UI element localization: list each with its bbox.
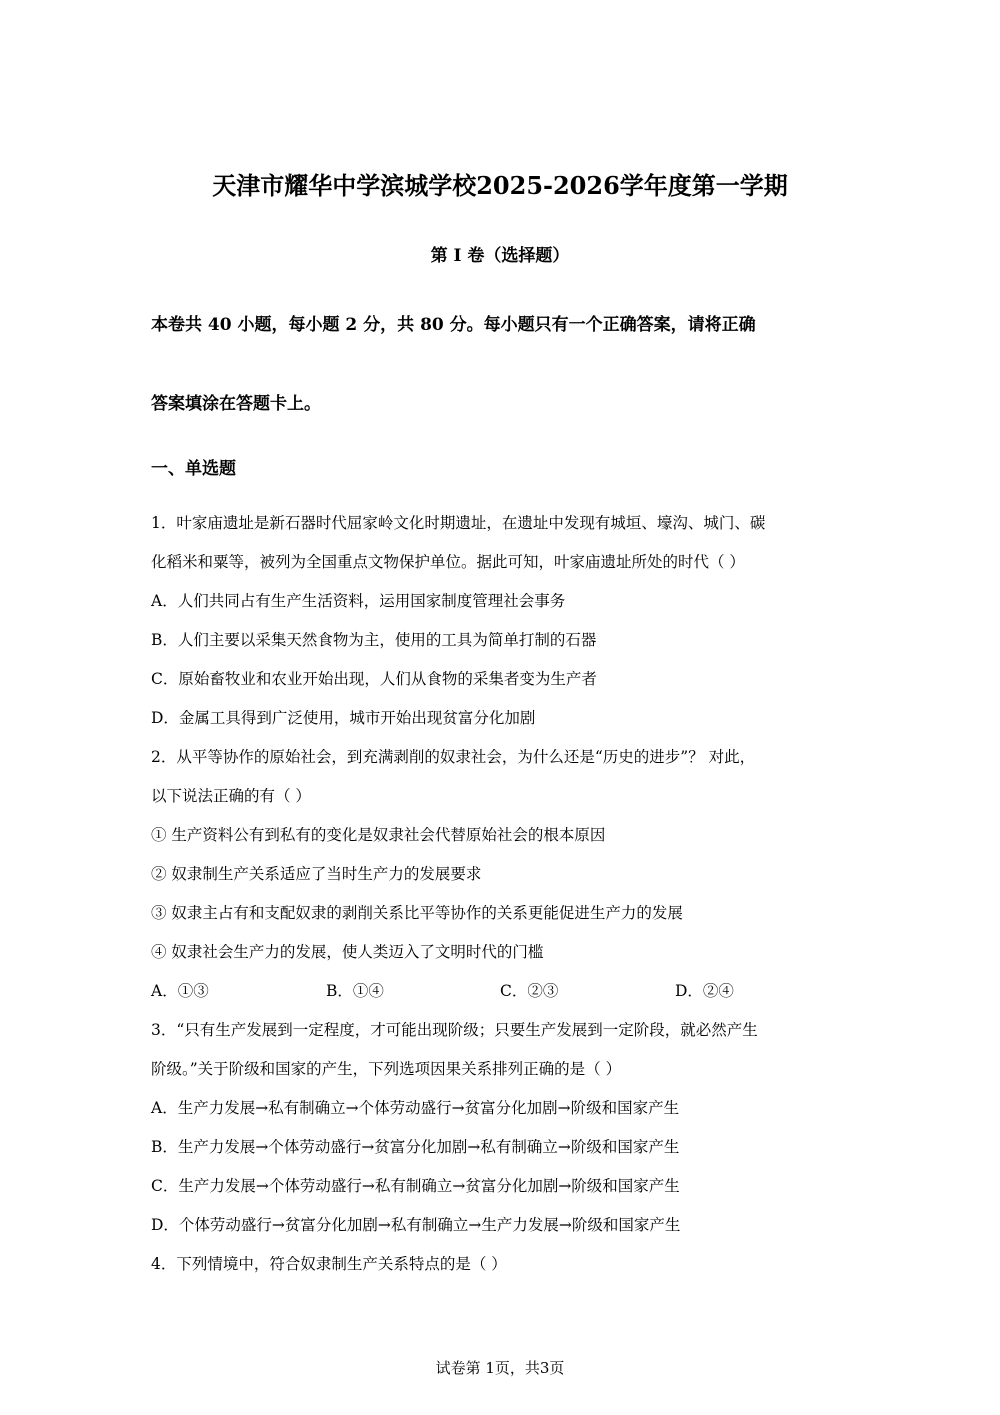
- instruction-line-2: 答案填涂在答题卡上。: [151, 394, 321, 414]
- instruction-line-1: 本卷共 40 小题，每小题 2 分，共 80 分。每小题只有一个正确答案，请将正确: [151, 315, 756, 335]
- question-3-option-d: D．个体劳动盛行→贫富分化加剧→私有制确立→生产力发展→阶级和国家产生: [151, 1216, 681, 1234]
- question-2-statement-1: ① 生产资料公有到私有的变化是奴隶社会代替原始社会的根本原因: [151, 826, 606, 844]
- question-2-statement-3: ③ 奴隶主占有和支配奴隶的剥削关系比平等协作的关系更能促进生产力的发展: [151, 904, 683, 922]
- question-2-stem-line-2: 以下说法正确的有（ ）: [151, 787, 311, 805]
- exam-subtitle: 第 I 卷（选择题）: [430, 246, 570, 266]
- question-3-stem-line-1: 3．“只有生产发展到一定程度，才可能出现阶级；只要生产发展到一定阶段，就必然产生: [151, 1021, 758, 1039]
- question-2-options-row: [151, 978, 851, 1004]
- question-1-stem-line-1: 1．叶家庙遗址是新石器时代屈家岭文化时期遗址，在遗址中发现有城垣、壕沟、城门、碳: [151, 514, 766, 532]
- question-3-option-c: C．生产力发展→个体劳动盛行→私有制确立→贫富分化加剧→阶级和国家产生: [151, 1177, 680, 1195]
- question-1-option-c: C．原始畜牧业和农业开始出现，人们从食物的采集者变为生产者: [151, 670, 597, 688]
- question-2-option-b: B．①④: [326, 982, 384, 1000]
- question-3-option-b: B．生产力发展→个体劳动盛行→贫富分化加剧→私有制确立→阶级和国家产生: [151, 1138, 680, 1156]
- question-1-option-b: B．人们主要以采集天然食物为主，使用的工具为简单打制的石器: [151, 631, 597, 649]
- section-heading: 一、单选题: [151, 459, 236, 479]
- exam-title: 天津市耀华中学滨城学校2025-2026学年度第一学期: [212, 171, 788, 200]
- question-2-stem-line-1: 2．从平等协作的原始社会，到充满剥削的奴隶社会，为什么还是“历史的进步”？ 对此，: [151, 748, 756, 766]
- question-3-stem-line-2: 阶级。”关于阶级和国家的产生，下列选项因果关系排列正确的是（ ）: [151, 1060, 622, 1078]
- page-footer: 试卷第 1页，共3页: [435, 1359, 565, 1377]
- question-2-option-d: D．②④: [675, 982, 734, 1000]
- question-2-statement-4: ④ 奴隶社会生产力的发展，使人类迈入了文明时代的门槛: [151, 943, 544, 961]
- question-2-option-c: C．②③: [500, 982, 559, 1000]
- question-2-option-a: A．①③: [151, 982, 209, 1000]
- question-3-option-a: A．生产力发展→私有制确立→个体劳动盛行→贫富分化加剧→阶级和国家产生: [151, 1099, 680, 1117]
- question-2-statement-2: ② 奴隶制生产关系适应了当时生产力的发展要求: [151, 865, 482, 883]
- question-1-stem-line-2: 化稻米和粟等，被列为全国重点文物保护单位。据此可知，叶家庙遗址所处的时代（ ）: [151, 553, 745, 571]
- question-1-option-d: D．金属工具得到广泛使用，城市开始出现贫富分化加剧: [151, 709, 536, 727]
- question-4-stem-line-1: 4．下列情境中，符合奴隶制生产关系特点的是（ ）: [151, 1255, 507, 1273]
- question-1-option-a: A．人们共同占有生产生活资料，运用国家制度管理社会事务: [151, 592, 566, 610]
